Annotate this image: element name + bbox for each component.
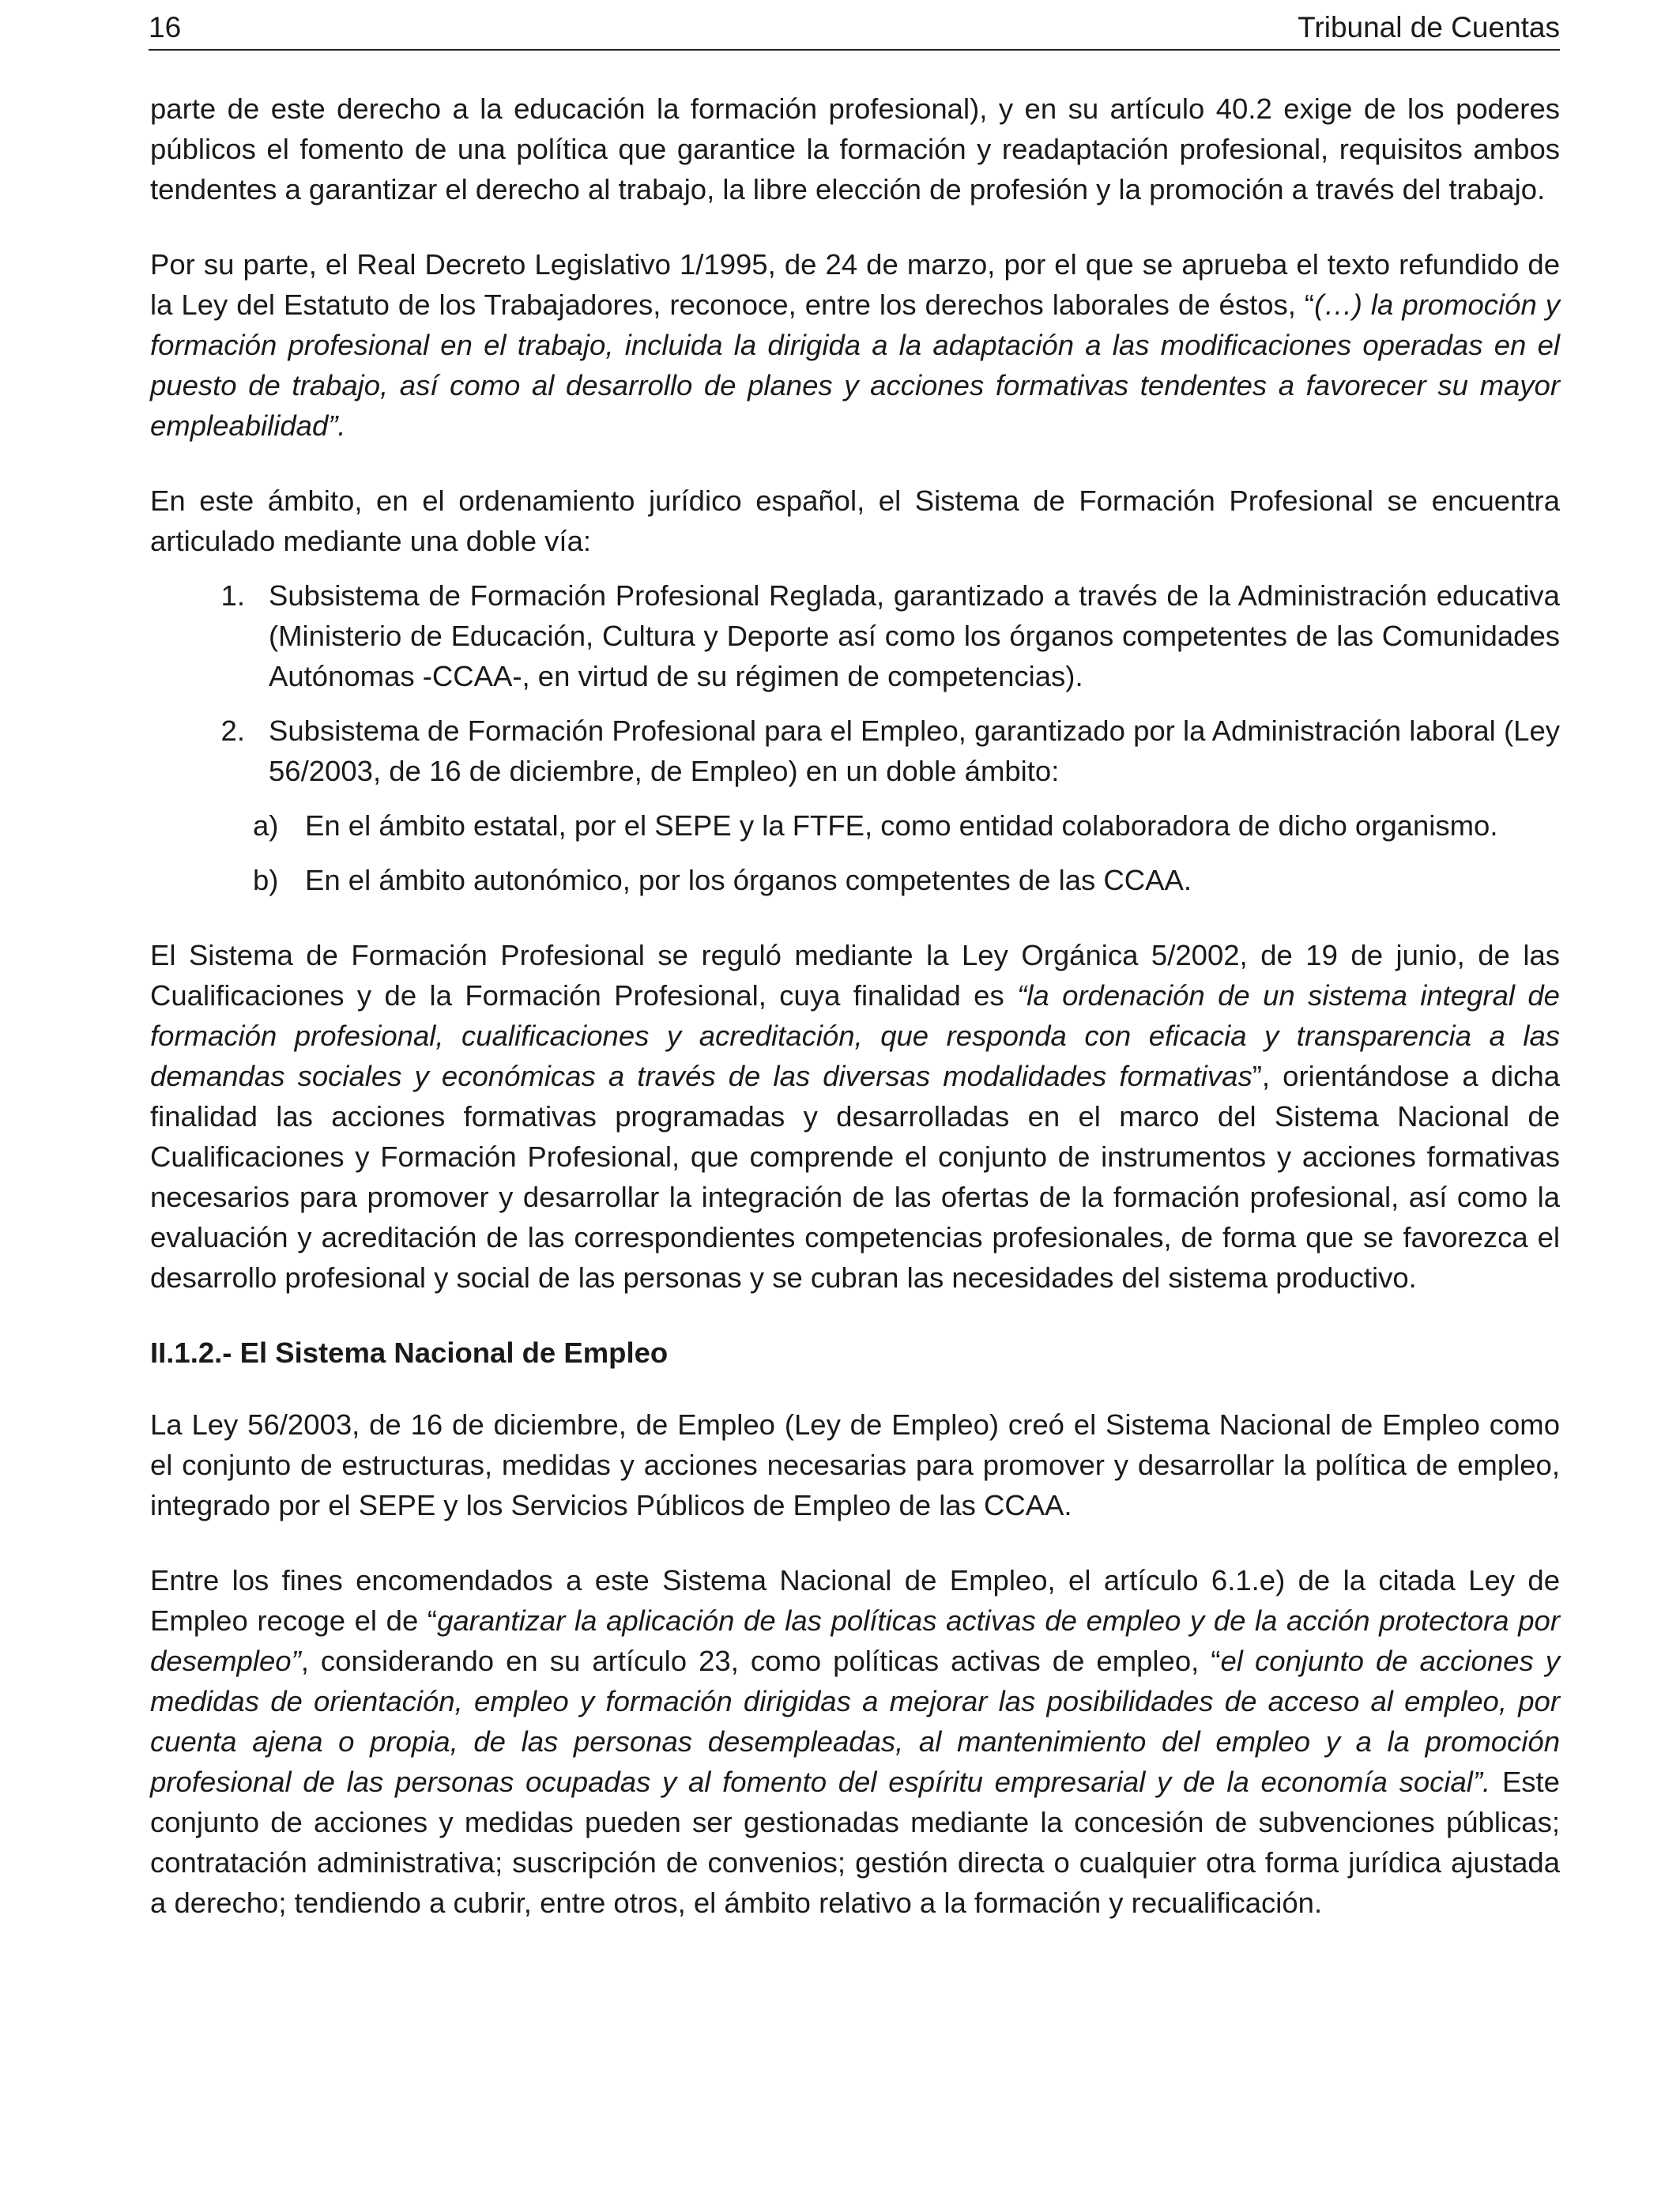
list-item-text: Subsistema de Formación Profesional para el Empleo, garantizado por la Administración laboral (Ley 56/2003, de 16 de diciembre, de Empleo) en un doble ámbito: — [269, 714, 1560, 787]
list-item — [150, 575, 1560, 696]
quoted-text: el conjunto de acciones y medidas de orientación, empleo y formación dirigidas a mejorar las posibilidades de acceso al empleo, por cuenta ajena o propia, de las personas desempleadas, al mantenimiento del empleo y a la promoción profesional de las personas ocupadas y al fomento del espíritu empresarial y de la economía social”. — [150, 1645, 1560, 1798]
list-item-text: Subsistema de Formación Profesional Reglada, garantizado a través de la Administración educativa (Ministerio de Educación, Cultura y Deporte así como los órganos competentes de las Comunidades Autónomas -CCAA-, en virtud de su régimen de competencias). — [269, 579, 1560, 692]
list-marker: 1. — [220, 579, 245, 612]
sublist-item-text: En el ámbito estatal, por el SEPE y la FTFE, como entidad colaboradora de dicho organismo. — [305, 809, 1498, 842]
quoted-text: (…) la promoción y formación profesional en el trabajo, incluida la dirigida a la adaptación a las modificaciones operadas en el puesto de trabajo, así como al desarrollo de planes y acciones formativas tendentes a favorecer su mayor empleabilidad”. — [150, 288, 1561, 442]
quoted-text: garantizar la aplicación de las políticas activas de empleo y de la acción protectora por desempleo” — [150, 1604, 1560, 1677]
section-heading: II.1.2.- El Sistema Nacional de Empleo — [150, 1336, 669, 1369]
paragraph-doble-via: En este ámbito, en el ordenamiento jurídico español, el Sistema de Formación Profesional se encuentra articulado mediante una doble vía: — [150, 484, 1560, 557]
paragraph-text: El Sistema de Formación Profesional se reguló mediante la Ley Orgánica 5/2002, de 19 de junio, de las Cualificaciones y de la Formación Profesional, cuya finalidad es — [150, 939, 1560, 1012]
sublist-marker: b) — [253, 864, 279, 896]
paragraph-ley-empleo: La Ley 56/2003, de 16 de diciembre, de Empleo (Ley de Empleo) creó el Sistema Nacional de Empleo como el conjunto de estructuras, medidas y acciones necesarias para promover y desarrollar la política de empleo, integrado por el SEPE y los Servicios Públicos de Empleo de las CCAA. — [150, 1408, 1560, 1521]
paragraph-text: , considerando en su artículo 23, como políticas activas de empleo, “ — [300, 1645, 1221, 1677]
paragraph-constitution: parte de este derecho a la educación la formación profesional), y en su artículo 40.2 exige de los poderes públicos el fomento de una política que garantice la formación y readaptación profesional, requisitos ambos tendentes a garantizar el derecho al trabajo, la libre elección de profesión y la promoción a través del trabajo. — [150, 92, 1560, 205]
sublist-item — [150, 805, 1560, 846]
paragraph-ley-organica — [150, 935, 1560, 1298]
document-body — [150, 89, 1560, 1958]
sublist-item-text: En el ámbito autonómico, por los órganos competentes de las CCAA. — [305, 864, 1192, 896]
list-marker: 2. — [220, 714, 245, 747]
paragraph-text: Por su parte, el Real Decreto Legislativo 1/1995, de 24 de marzo, por el que se aprueba el texto refundido de la Ley del Estatuto de los Trabajadores, reconoce, entre los derechos laborales de éstos, “ — [150, 248, 1560, 321]
list-item — [150, 711, 1560, 791]
quoted-text: “la ordenación de un sistema integral de formación profesional, cualificaciones y acreditación, que responda con eficacia y transparencia a las demandas sociales y económicas a través de las diversas modalidades formativas — [150, 979, 1560, 1092]
paragraph-fines-sistema — [150, 1560, 1560, 1923]
sublist-marker: a) — [253, 809, 279, 842]
running-title: Tribunal de Cuentas — [1298, 11, 1560, 43]
paragraph-text: ”, orientándose a dicha finalidad las acciones formativas programadas y desarrolladas en el marco del Sistema Nacional de Cualificaciones y Formación Profesional, que comprende el conjunto de instrumentos y acciones formativas necesarios para promover y desarrollar la integración de las ofertas de la formación profesional, así como la evaluación y acreditación de las correspondientes competencias profesionales, de forma que se favorezca el desarrollo profesional y social de las personas y se cubran las necesidades del sistema productivo. — [150, 1060, 1561, 1294]
page-header — [149, 9, 1560, 51]
paragraph-text: Entre los fines encomendados a este Sistema Nacional de Empleo, el artículo 6.1.e) de la citada Ley de Empleo recoge el de “ — [150, 1564, 1560, 1637]
page-number: 16 — [149, 11, 182, 43]
paragraph-text: Este conjunto de acciones y medidas pueden ser gestionadas mediante la concesión de subvenciones públicas; contratación administrativa; suscripción de convenios; gestión directa o cualquier otra forma jurídica ajustada a derecho; tendiendo a cubrir, entre otros, el ámbito relativo a la formación y recualificación. — [150, 1766, 1560, 1919]
sublist-item — [150, 860, 1560, 900]
paragraph-estatuto-trabajadores — [150, 244, 1560, 446]
